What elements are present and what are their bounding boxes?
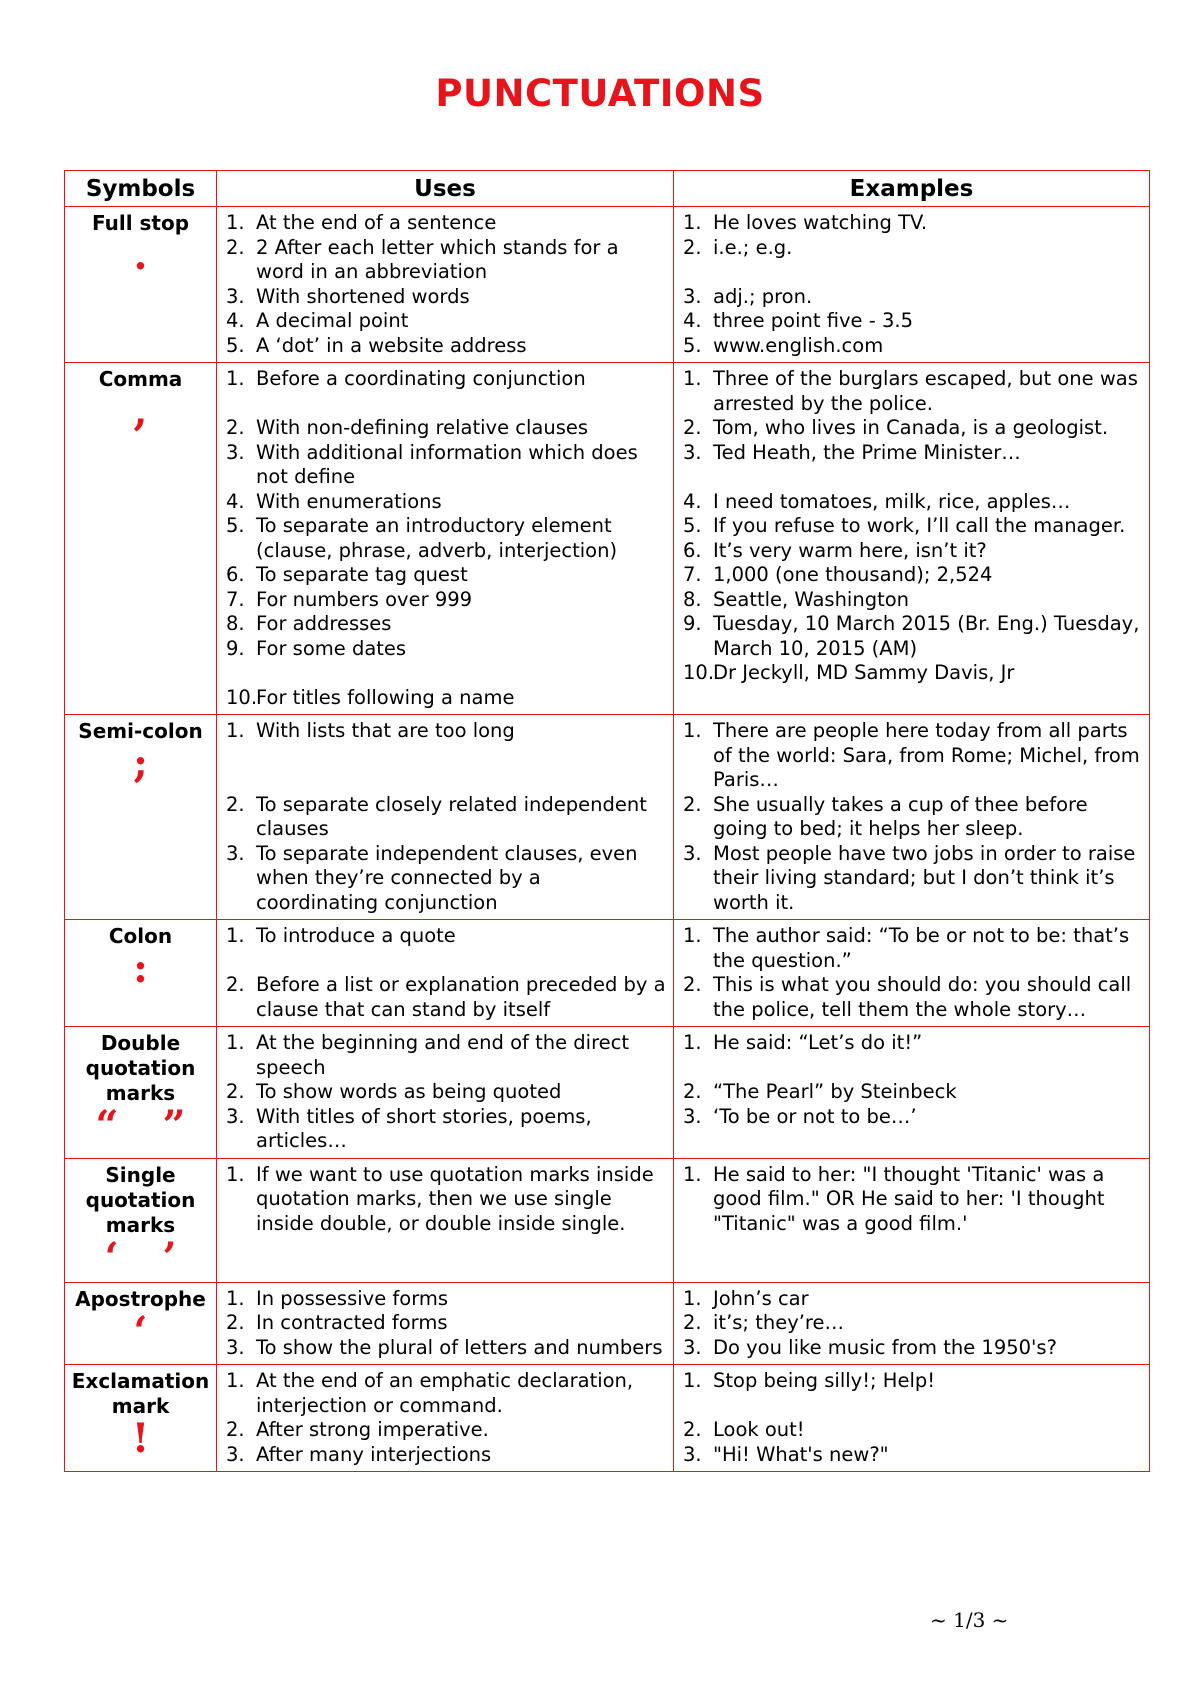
item-text: three point five - 3.5 [713, 309, 913, 332]
symbol-mark: ‘ ’ [104, 1233, 177, 1281]
list-item [680, 1031, 1143, 1056]
item-number: 2. [226, 1080, 245, 1103]
item-text: To separate closely related independent clauses [256, 792, 647, 840]
list-item [680, 490, 1143, 515]
item-number: 3. [226, 440, 245, 464]
examples-list [680, 367, 1143, 686]
symbol-mark: ! [131, 1415, 150, 1462]
list-item [223, 588, 667, 613]
item-number: 3. [226, 1104, 245, 1128]
item-text: She usually takes a cup of thee before going to bed; it helps her sleep. [713, 792, 1088, 840]
item-text: Most people have two jobs in order to raise their living standard; but I don’t think it’s worth it. [713, 841, 1136, 914]
item-number: 5. [226, 514, 245, 537]
examples-cell [674, 1027, 1150, 1159]
item-text: adj.; pron. [713, 284, 813, 308]
list-item [223, 1163, 667, 1237]
list-item [680, 842, 1143, 916]
uses-list [223, 924, 667, 1022]
list-item [223, 924, 667, 949]
examples-cell [674, 207, 1150, 363]
list-item [680, 1443, 1143, 1468]
examples-cell [674, 920, 1150, 1027]
item-number: 1. [226, 367, 245, 390]
uses-list [223, 719, 667, 915]
item-text: “The Pearl” by Steinbeck [713, 1080, 957, 1103]
header-examples: Examples [674, 171, 1150, 207]
item-number: 9. [226, 636, 245, 660]
item-number: 3. [683, 284, 702, 308]
list-item [680, 441, 1143, 466]
item-text: In possessive forms [256, 1286, 449, 1310]
item-number: 2. [683, 416, 702, 439]
item-text: Three of the burglars escaped, but one was arrested by the police. [713, 367, 1138, 415]
item-text: www.english.com [713, 333, 884, 357]
item-text: Stop being silly!; Help! [713, 1369, 936, 1392]
list-item [680, 1336, 1143, 1361]
item-text: Before a list or explanation preceded by a clause that can stand by itself [256, 973, 666, 1021]
examples-cell [674, 1282, 1150, 1365]
item-number: 1. [226, 1286, 245, 1310]
examples-list [680, 924, 1143, 1022]
table-row [65, 1282, 1150, 1365]
item-text: At the end of a sentence [256, 211, 497, 234]
item-number: 2. [226, 973, 245, 996]
list-item [680, 1105, 1143, 1130]
list-item [223, 367, 667, 392]
list-item [680, 211, 1143, 236]
item-text: To introduce a quote [256, 924, 456, 947]
item-number: 2. [226, 1418, 245, 1441]
symbol-name: Single quotation marks [85, 1162, 196, 1237]
table-header-row [65, 171, 1150, 207]
list-item [223, 1418, 667, 1443]
item-text: A decimal point [256, 309, 409, 332]
item-number: 10. [683, 661, 715, 684]
item-number: 8. [226, 612, 245, 635]
table-row [65, 1158, 1150, 1282]
uses-cell [217, 1282, 674, 1365]
item-number: 2. [226, 416, 245, 439]
item-text: Seattle, Washington [713, 587, 910, 611]
item-number: 1. [683, 1162, 702, 1186]
item-number: 1. [683, 719, 702, 742]
item-text: ‘To be or not to be…’ [713, 1104, 917, 1128]
list-item [223, 416, 667, 441]
item-text: To separate tag quest [256, 563, 468, 586]
symbol-cell [65, 715, 217, 920]
uses-cell [217, 207, 674, 363]
symbol-cell [65, 1158, 217, 1282]
list-item [223, 514, 667, 563]
uses-list [223, 1163, 667, 1237]
page-title: PUNCTUATIONS [435, 72, 765, 115]
symbol-mark: “ ” [95, 1102, 186, 1149]
list-item [680, 588, 1143, 613]
item-number: 4. [226, 309, 245, 332]
symbol-cell [65, 920, 217, 1027]
list-item [223, 637, 667, 662]
item-text: With additional information which does not define [256, 440, 638, 488]
uses-cell [217, 1158, 674, 1282]
item-text: Tom, who lives in Canada, is a geologist. [713, 416, 1109, 439]
item-text: Look out! [713, 1418, 805, 1441]
item-number: 3. [683, 440, 702, 464]
list-item [680, 924, 1143, 973]
item-number: 2. [683, 1311, 702, 1334]
list-item [680, 661, 1143, 686]
item-text: Do you like music from the 1950's? [713, 1335, 1057, 1359]
item-text: If we want to use quotation marks inside quotation marks, then we use single inside double, or double inside single. [256, 1162, 654, 1235]
item-number: 1. [226, 211, 245, 234]
item-number: 7. [226, 587, 245, 611]
uses-cell [217, 363, 674, 715]
uses-list [223, 211, 667, 358]
item-text: Ted Heath, the Prime Minister… [713, 440, 1021, 464]
item-number: 1. [683, 211, 702, 234]
uses-list [223, 367, 667, 710]
item-text: For some dates [256, 636, 407, 660]
item-text: 1,000 (one thousand); 2,524 [713, 563, 993, 586]
list-item [223, 285, 667, 310]
item-number: 1. [683, 367, 702, 390]
list-item [680, 973, 1143, 1022]
list-item [223, 612, 667, 637]
item-text: it’s; they’re… [713, 1311, 845, 1334]
table-row [65, 1027, 1150, 1159]
item-text: If you refuse to work, I’ll call the manager. [713, 514, 1126, 537]
examples-list [680, 719, 1143, 915]
list-item [680, 334, 1143, 359]
item-number: 2. [226, 235, 245, 259]
item-text: At the end of an emphatic declaration, interjection or command. [256, 1369, 634, 1417]
item-number: 2. [683, 1080, 702, 1103]
item-number: 8. [683, 587, 702, 611]
item-text: i.e.; e.g. [713, 235, 793, 259]
examples-cell [674, 1158, 1150, 1282]
item-text: In contracted forms [256, 1311, 448, 1334]
item-number: 2. [683, 1418, 702, 1441]
item-number: 1. [683, 924, 702, 947]
examples-cell [674, 715, 1150, 920]
item-number: 1. [226, 924, 245, 947]
list-item [223, 793, 667, 842]
list-item [223, 490, 667, 515]
item-text: He said: “Let’s do it!” [713, 1031, 923, 1054]
list-item [223, 842, 667, 916]
item-text: To separate independent clauses, even when they’re connected by a coordinating conjunction [256, 841, 638, 914]
symbol-cell [65, 1365, 217, 1472]
examples-cell [674, 1365, 1150, 1472]
item-text: At the beginning and end of the direct speech [256, 1031, 630, 1079]
item-number: 3. [683, 841, 702, 865]
item-number: 1. [226, 1031, 245, 1054]
item-number: 3. [683, 1442, 702, 1466]
uses-cell [217, 715, 674, 920]
symbol-name: Comma [98, 367, 183, 391]
uses-cell [217, 1027, 674, 1159]
list-item [680, 236, 1143, 261]
item-number: 6. [226, 563, 245, 586]
item-number: 2. [226, 1311, 245, 1334]
item-number: 2. [683, 792, 702, 816]
item-number: 10. [226, 685, 258, 709]
examples-list [680, 211, 1143, 358]
list-item [223, 1336, 667, 1361]
table-row [65, 920, 1150, 1027]
table-row [65, 207, 1150, 363]
item-text: This is what you should do: you should call the police, tell them the whole story… [713, 973, 1132, 1021]
list-item [680, 309, 1143, 334]
uses-cell [217, 920, 674, 1027]
item-number: 3. [226, 1335, 245, 1359]
header-uses: Uses [217, 171, 674, 207]
list-item [223, 686, 667, 711]
item-number: 3. [226, 841, 245, 865]
item-text: With enumerations [256, 489, 442, 513]
item-number: 3. [226, 1442, 245, 1466]
list-item [680, 514, 1143, 539]
list-item [680, 793, 1143, 842]
symbol-cell [65, 363, 217, 715]
list-item [680, 1418, 1143, 1443]
table-row [65, 715, 1150, 920]
symbol-mark: : [133, 945, 148, 992]
item-number: 2. [683, 973, 702, 996]
symbol-name: Double quotation marks [85, 1031, 196, 1105]
list-item [680, 563, 1143, 588]
item-number: 7. [683, 563, 702, 586]
examples-list [680, 1287, 1143, 1361]
item-number: 9. [683, 612, 702, 635]
list-item [223, 1080, 667, 1105]
item-text: Before a coordinating conjunction [256, 367, 586, 390]
item-text: He said to her: "I thought 'Titanic' was a good film." OR He said to her: 'I thought "Titanic" was a good film.' [713, 1162, 1105, 1235]
item-text: For addresses [256, 612, 392, 635]
list-item [680, 1369, 1143, 1394]
item-text: 2 After each letter which stands for a word in an abbreviation [256, 235, 619, 283]
list-item [680, 612, 1143, 661]
list-item [223, 309, 667, 334]
uses-cell [217, 1365, 674, 1472]
item-text: For titles following a name [256, 685, 515, 709]
symbol-mark: ; [133, 740, 148, 787]
table-row [65, 363, 1150, 715]
item-text: With titles of short stories, poems, articles… [256, 1104, 592, 1152]
symbol-mark: ‘ [133, 1307, 148, 1355]
item-text: To show the plural of letters and numbers [256, 1335, 663, 1359]
item-text: To show words as being quoted [256, 1080, 562, 1103]
item-number: 4. [683, 489, 702, 513]
item-text: It’s very warm here, isn’t it? [713, 538, 987, 562]
symbol-cell [65, 1027, 217, 1159]
item-number: 3. [226, 284, 245, 308]
list-item [223, 1287, 667, 1312]
list-item [223, 1311, 667, 1336]
examples-cell [674, 363, 1150, 715]
item-number: 6. [683, 538, 702, 562]
item-text: I need tomatoes, milk, rice, apples… [713, 489, 1071, 513]
symbol-name: Apostrophe [75, 1286, 206, 1311]
list-item [223, 334, 667, 359]
item-text: "Hi! What's new?" [713, 1442, 889, 1466]
examples-list [680, 1163, 1143, 1237]
item-text: For numbers over 999 [256, 587, 473, 611]
symbol-name: Full stop [91, 211, 190, 235]
punctuation-table [64, 170, 1150, 1472]
uses-list [223, 1369, 667, 1467]
list-item [223, 1105, 667, 1154]
item-text: With non-defining relative clauses [256, 416, 589, 439]
item-text: Tuesday, 10 March 2015 (Br. Eng.) Tuesday, March 10, 2015 (AM) [713, 612, 1140, 660]
uses-list [223, 1031, 667, 1154]
list-item [680, 367, 1143, 416]
item-text: With shortened words [256, 284, 470, 308]
item-number: 1. [683, 1369, 702, 1392]
symbol-mark: , [133, 388, 148, 435]
uses-list [223, 1287, 667, 1361]
item-number: 1. [226, 719, 245, 742]
item-number: 1. [683, 1286, 702, 1310]
header-symbols: Symbols [65, 171, 217, 207]
list-item [680, 285, 1143, 310]
item-number: 2. [226, 792, 245, 816]
list-item [223, 719, 667, 744]
list-item [223, 236, 667, 285]
item-text: After many interjections [256, 1442, 492, 1466]
item-text: John’s car [713, 1286, 809, 1310]
item-number: 2. [683, 235, 702, 259]
symbol-mark: . [133, 232, 148, 279]
item-text: To separate an introductory element (clause, phrase, adverb, interjection) [256, 514, 618, 562]
item-number: 5. [683, 333, 702, 357]
item-number: 3. [683, 1335, 702, 1359]
item-text: The author said: “To be or not to be: that’s the question.” [713, 924, 1130, 972]
table-row [65, 1365, 1150, 1472]
symbol-cell [65, 1282, 217, 1365]
symbol-cell [65, 207, 217, 363]
item-number: 1. [683, 1031, 702, 1054]
list-item [223, 211, 667, 236]
item-text: After strong imperative. [256, 1418, 489, 1441]
list-item [680, 1287, 1143, 1312]
list-item [680, 1311, 1143, 1336]
page-number: ~ 1/3 ~ [930, 1608, 1009, 1632]
list-item [680, 416, 1143, 441]
item-number: 1. [226, 1162, 245, 1186]
item-number: 1. [226, 1369, 245, 1392]
examples-list [680, 1031, 1143, 1129]
item-text: Dr Jeckyll, MD Sammy Davis, Jr [713, 661, 1015, 684]
list-item [680, 1080, 1143, 1105]
list-item [680, 539, 1143, 564]
item-text: A ‘dot’ in a website address [256, 333, 527, 357]
symbol-name: Semi-colon [78, 719, 203, 743]
item-text: He loves watching TV. [713, 211, 928, 234]
list-item [223, 1369, 667, 1418]
item-number: 5. [683, 514, 702, 537]
item-number: 3. [683, 1104, 702, 1128]
item-text: With lists that are too long [256, 719, 515, 742]
list-item [680, 1163, 1143, 1237]
item-number: 4. [683, 309, 702, 332]
list-item [223, 563, 667, 588]
list-item [223, 441, 667, 490]
list-item [223, 1443, 667, 1468]
examples-list [680, 1369, 1143, 1467]
list-item [680, 719, 1143, 793]
list-item [223, 973, 667, 1022]
list-item [223, 1031, 667, 1080]
symbol-name: Exclamation mark [71, 1369, 210, 1418]
item-number: 4. [226, 489, 245, 513]
item-text: There are people here today from all parts of the world: Sara, from Rome; Michel, from Paris… [713, 719, 1140, 791]
symbol-name: Colon [108, 924, 173, 948]
item-number: 5. [226, 333, 245, 357]
